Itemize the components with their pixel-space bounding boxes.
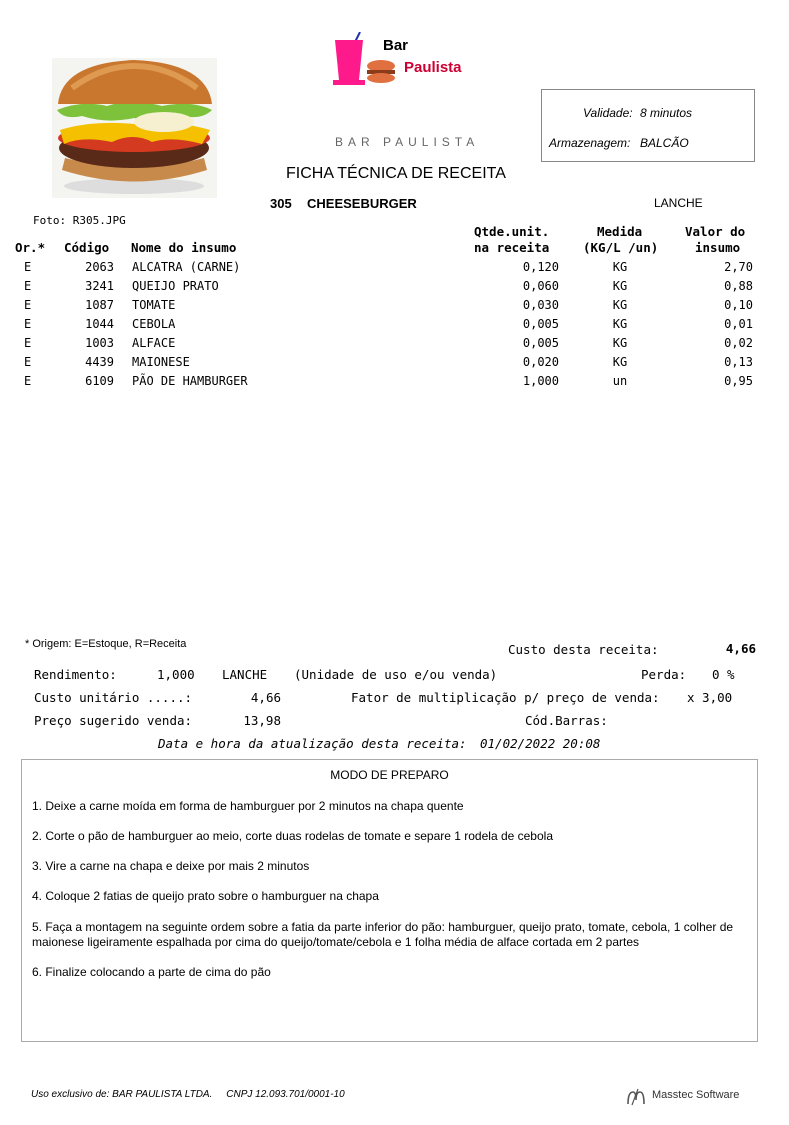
cell-medida: un <box>612 374 628 388</box>
cell-valor: 0,95 <box>724 374 753 388</box>
rendimento-label: Rendimento: <box>34 667 117 682</box>
validade-value: 8 minutos <box>640 106 693 120</box>
table-row <box>0 374 789 393</box>
cell-medida: KG <box>612 279 628 293</box>
logo-text-bar: Bar <box>383 37 409 54</box>
recipe-code: 305 <box>270 196 292 211</box>
software-name: Masstec Software <box>652 1089 740 1101</box>
footer-text: Uso exclusivo de: BAR PAULISTA LTDA. CNPJ 12.093.701/0001-10 <box>31 1089 345 1100</box>
header-qtd-line2: na receita <box>474 240 550 255</box>
cell-medida: KG <box>612 355 628 369</box>
header-valor-line2: insumo <box>695 240 741 255</box>
rendimento-unit: LANCHE <box>222 667 268 682</box>
custo-unitario-label: Custo unitário .....: <box>34 690 193 705</box>
recipe-category: LANCHE <box>654 196 703 210</box>
table-row <box>0 298 789 317</box>
header-nome: Nome do insumo <box>131 240 237 255</box>
document-title: FICHA TÉCNICA DE RECEITA <box>286 165 506 182</box>
cell-valor: 0,02 <box>724 336 753 350</box>
cell-valor: 2,70 <box>724 260 753 274</box>
header-medida-line2: (KG/L /un) <box>583 240 659 255</box>
cell-valor: 0,13 <box>724 355 753 369</box>
cell-medida: KG <box>612 336 628 350</box>
preco-sugerido-label: Preço sugerido venda: <box>34 713 193 728</box>
preparo-title: MODO DE PREPARO <box>330 768 449 782</box>
preparo-step: 5. Faça a montagem na seguinte ordem sobre a fatia da parte inferior do pão: hamburguer, queijo prato, tomate, cebola, 1 colher de maionese ligeiramente espalhada por cima do queijo/tomate/cebola e 1 folha média de alface cortada em 2 partes <box>32 920 734 949</box>
cell-valor: 0,10 <box>724 298 753 312</box>
recipe-name: CHEESEBURGER <box>307 196 417 211</box>
rendimento-value: 1,000 <box>157 667 195 682</box>
fator-label: Fator de multiplicação p/ preço de venda: <box>351 690 660 705</box>
recipe-photo <box>52 58 217 198</box>
preparo-box <box>21 759 758 1042</box>
cell-qtd: 0,005 <box>522 336 559 350</box>
rendimento-note: (Unidade de uso e/ou venda) <box>294 667 498 682</box>
table-row <box>0 260 789 279</box>
header-origem: Or.* <box>15 240 46 255</box>
cell-nome: QUEIJO PRATO <box>132 279 219 293</box>
origin-legend: * Origem: E=Estoque, R=Receita <box>25 638 187 650</box>
table-row <box>0 317 789 336</box>
cell-qtd: 0,120 <box>522 260 559 274</box>
cell-origem: E <box>24 355 32 369</box>
cell-qtd: 0,005 <box>522 317 559 331</box>
perda-label: Perda: <box>641 667 687 682</box>
cell-valor: 0,01 <box>724 317 753 331</box>
cell-codigo: 1003 <box>85 336 114 350</box>
cell-origem: E <box>24 336 32 350</box>
brand-name: BAR PAULISTA <box>335 135 480 149</box>
preparo-step: 4. Coloque 2 fatias de queijo prato sobre o hamburguer na chapa <box>32 889 379 903</box>
cell-codigo: 1087 <box>85 298 114 312</box>
cell-nome: ALCATRA (CARNE) <box>132 260 241 274</box>
perda-value: 0 % <box>712 667 735 682</box>
preparo-step: 6. Finalize colocando a parte de cima do pão <box>32 965 271 979</box>
cell-codigo: 1044 <box>85 317 114 331</box>
logo-text-paulista: Paulista <box>404 59 462 76</box>
preparo-step: 1. Deixe a carne moída em forma de hamburguer por 2 minutos na chapa quente <box>32 799 464 813</box>
atualizacao-label: Data e hora da atualização desta receita: <box>158 736 467 751</box>
header-qtd-line1: Qtde.unit. <box>474 224 550 239</box>
header-codigo: Código <box>64 240 110 255</box>
fator-value: x 3,00 <box>687 690 733 705</box>
cell-valor: 0,88 <box>724 279 753 293</box>
validade-label: Validade: <box>583 106 633 120</box>
storage-info-box <box>541 89 755 162</box>
cell-qtd: 0,030 <box>522 298 559 312</box>
custo-receita-value: 4,66 <box>725 641 756 656</box>
cell-nome: MAIONESE <box>132 355 190 369</box>
preparo-step: 2. Corte o pão de hamburguer ao meio, corte duas rodelas de tomate e separe 1 rodela de cebola <box>32 829 553 843</box>
armazenagem-label: Armazenagem: <box>549 136 631 150</box>
cell-medida: KG <box>612 317 628 331</box>
cell-nome: CEBOLA <box>132 317 176 331</box>
header-valor-line1: Valor do <box>685 224 746 239</box>
table-row <box>0 336 789 355</box>
armazenagem-value: BALCÃO <box>640 136 689 150</box>
cell-origem: E <box>24 374 32 388</box>
preco-sugerido-value: 13,98 <box>243 713 281 728</box>
photo-filename: Foto: R305.JPG <box>33 214 126 227</box>
cell-medida: KG <box>612 298 628 312</box>
cod-barras-label: Cód.Barras: <box>525 713 608 728</box>
cell-qtd: 0,020 <box>522 355 559 369</box>
masstec-logo-icon <box>626 1088 648 1106</box>
cell-origem: E <box>24 298 32 312</box>
header-medida-line1: Medida <box>597 224 643 239</box>
cell-nome: ALFACE <box>132 336 176 350</box>
preparo-step: 3. Vire a carne na chapa e deixe por mais 2 minutos <box>32 859 310 873</box>
cell-codigo: 2063 <box>85 260 114 274</box>
cell-qtd: 1,000 <box>522 374 559 388</box>
cell-origem: E <box>24 279 32 293</box>
table-row <box>0 279 789 298</box>
custo-receita-label: Custo desta receita: <box>508 642 659 657</box>
cell-codigo: 3241 <box>85 279 114 293</box>
custo-unitario-value: 4,66 <box>250 690 281 705</box>
cell-medida: KG <box>612 260 628 274</box>
cell-origem: E <box>24 317 32 331</box>
cell-qtd: 0,060 <box>522 279 559 293</box>
cell-codigo: 6109 <box>85 374 114 388</box>
cell-nome: PÃO DE HAMBURGER <box>132 374 248 388</box>
table-row <box>0 355 789 374</box>
atualizacao-value: 01/02/2022 20:08 <box>480 736 601 751</box>
cell-origem: E <box>24 260 32 274</box>
cell-codigo: 4439 <box>85 355 114 369</box>
cell-nome: TOMATE <box>132 298 176 312</box>
